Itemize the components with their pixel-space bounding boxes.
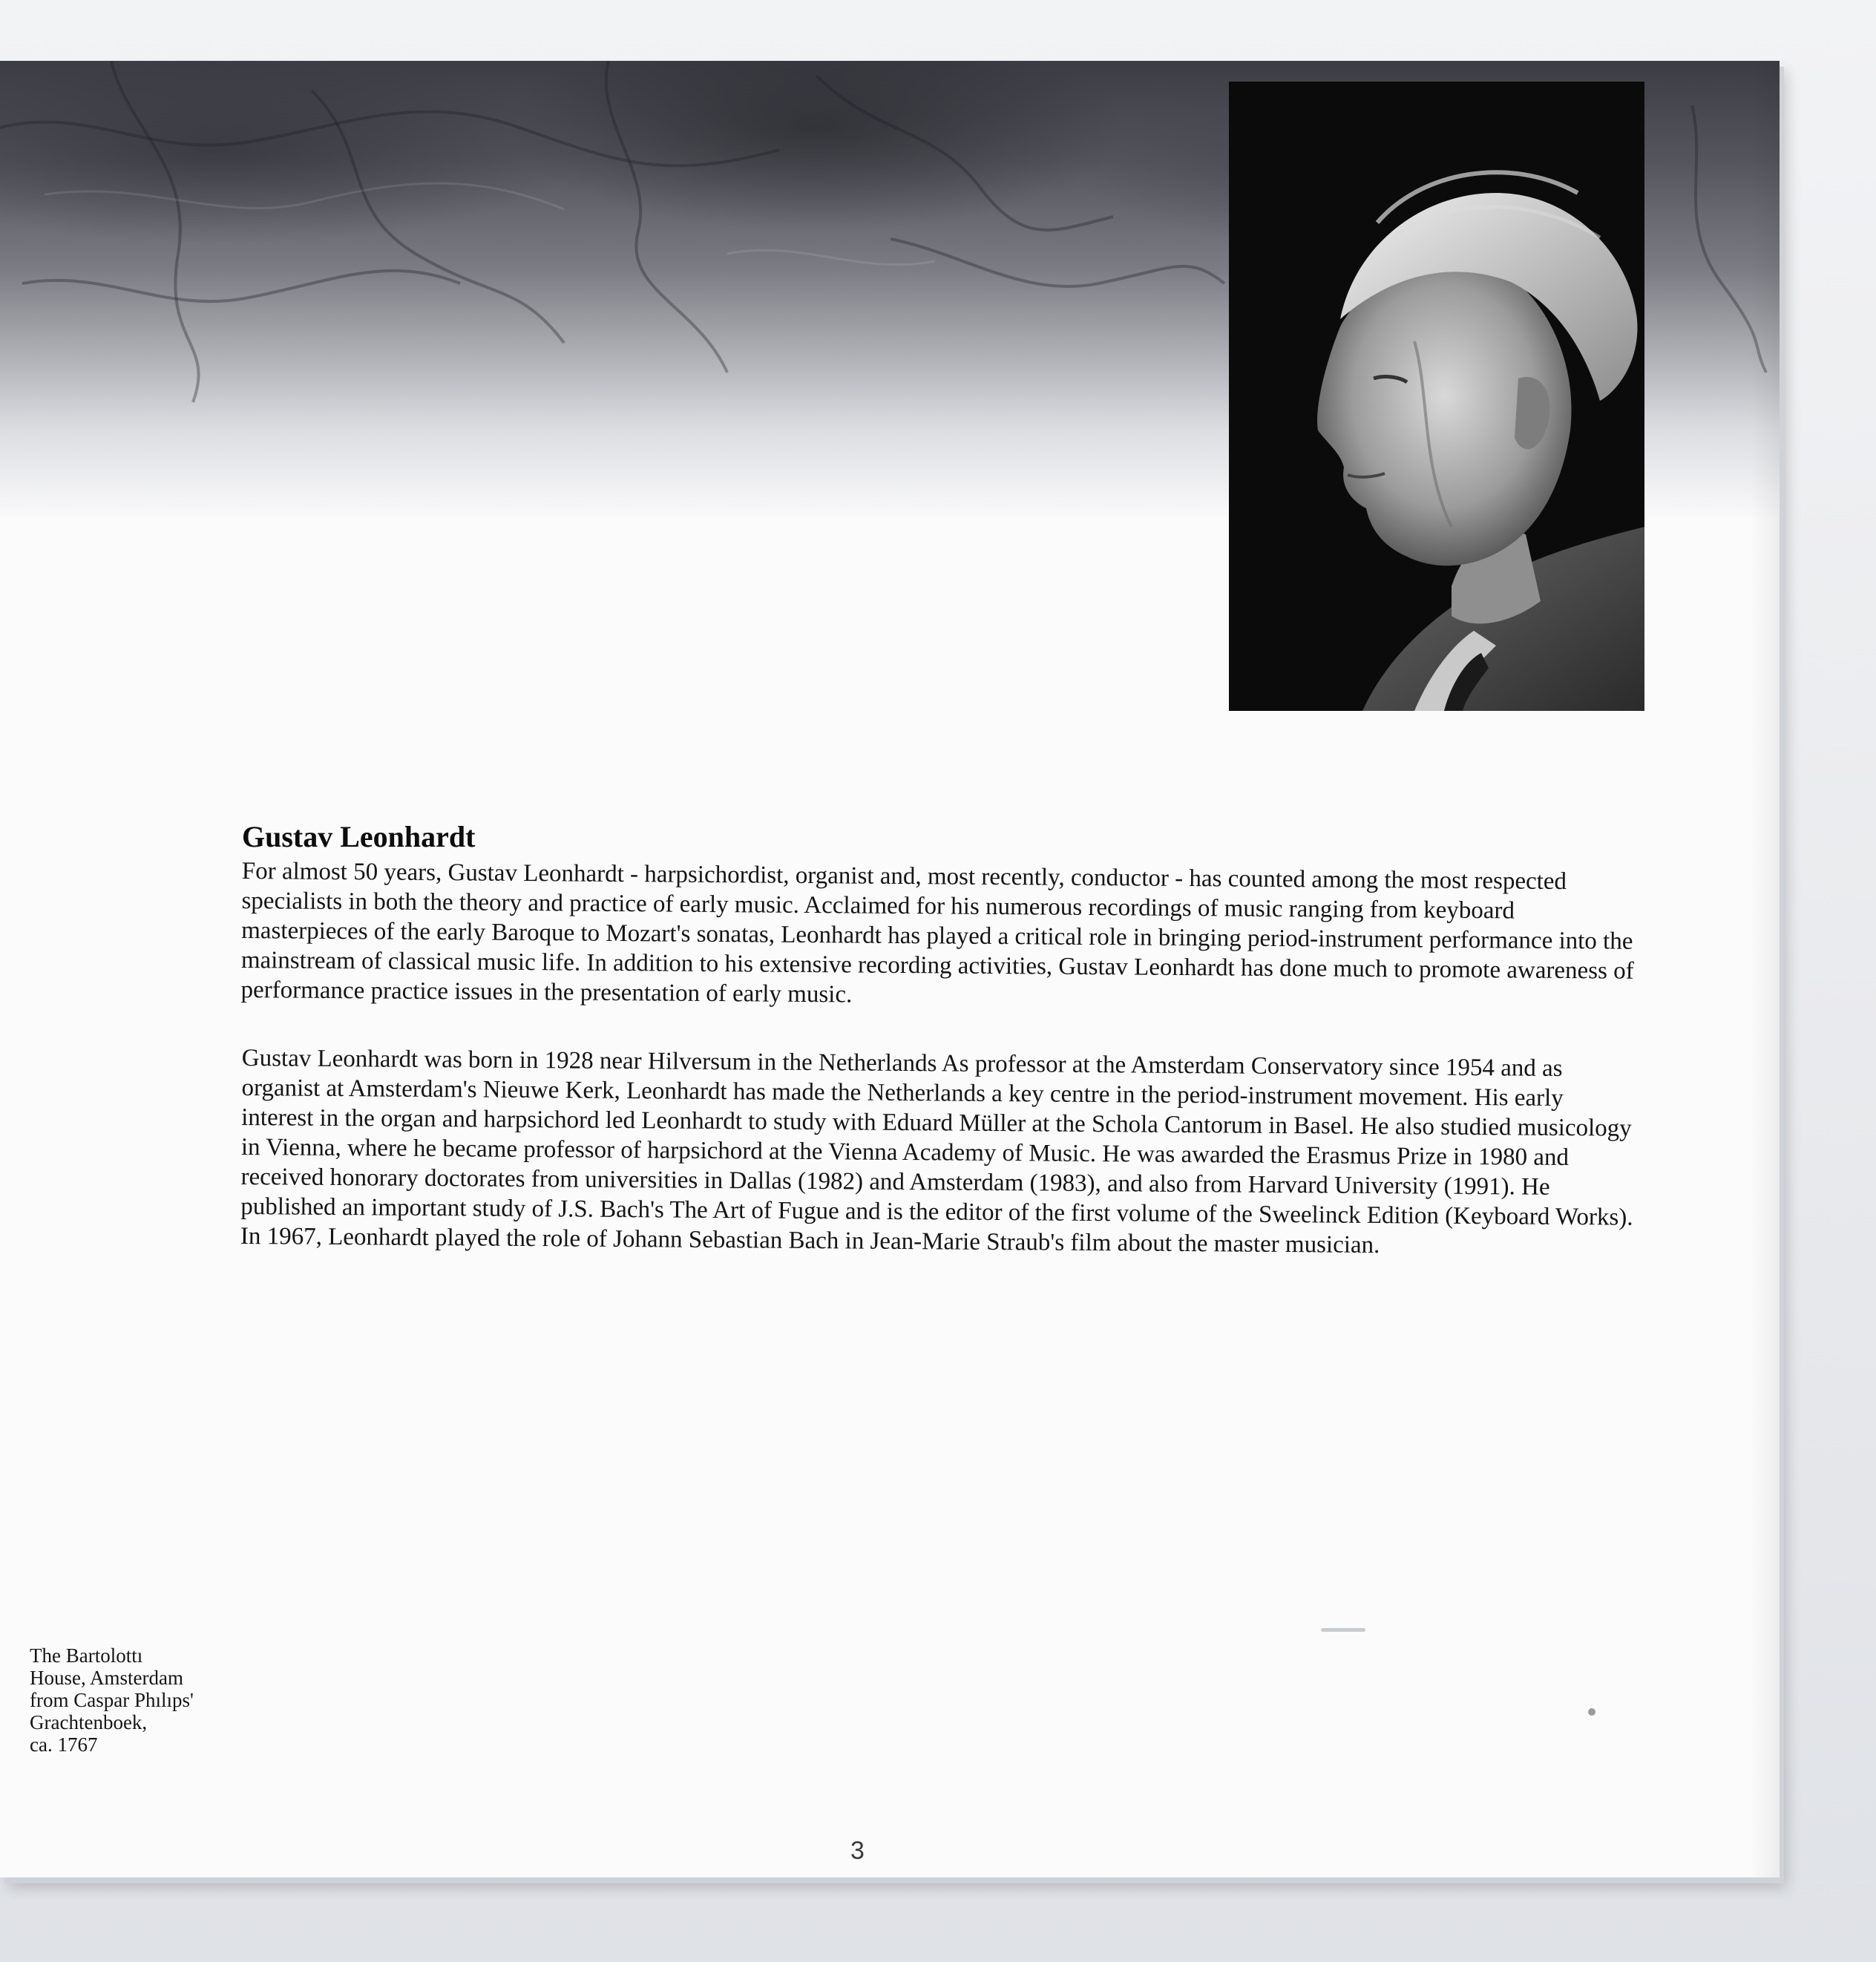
portrait-photo	[1229, 82, 1644, 711]
page-edge-shadow	[1750, 61, 1780, 1877]
article-heading: Gustav Leonhardt	[242, 820, 476, 853]
print-speck	[1588, 1708, 1595, 1716]
portrait-photo-icon	[1229, 82, 1644, 711]
booklet-page	[0, 61, 1780, 1877]
image-caption: The Bartolottı House, Amsterdam from Caspar Phılıps' Grachtenboek, ca. 1767	[30, 1644, 194, 1756]
article	[242, 819, 1637, 1290]
article-paragraph-2: Gustav Leonhardt was born in 1928 near Hilversum in the Netherlands As professor at the Amsterdam Conservatory since 1954 and as organist at Amsterdam's Nieuwe Kerk, Leonhardt has made the Netherlands a key centre in the period-instrument movement. His early interest in the organ and harpsichord led Leonhardt to study with Eduard Müller at the Schola Cantorum in Basel. He also studied musicology in Vienna, where he became professor of harpsichord at the Vienna Academy of Music. He was awarded the Erasmus Prize in 1980 and received honorary doctorates from universities in Dallas (1982) and Amsterdam (1983), and also from Harvard University (1991). He published an important study of J.S. Bach's The Art of Fugue and is the editor of the first volume of the Sweelinck Edition (Keyboard Works). In 1967, Leonhardt played the role of Johann Sebastian Bach in Jean-Marie Straub's film about the master musician.	[240, 1045, 1633, 1259]
page-number: 3	[850, 1837, 865, 1865]
print-speck	[1321, 1628, 1365, 1632]
article-paragraph-1: For almost 50 years, Gustav Leonhardt - harpsichordist, organist and, most recently, conductor - has counted among the most respected specialists in both the theory and practice of early music. Acclaimed for his numerous recordings of music ranging from keyboard masterpieces of the early Baroque to Mozart's sonatas, Leonhardt has played a critical role in bringing period-instrument performance into the mainstream of classical music life. In addition to his extensive recording activities, Gustav Leonhardt has done much to promote awareness of performance practice issues in the presentation of early music.	[240, 858, 1634, 1008]
